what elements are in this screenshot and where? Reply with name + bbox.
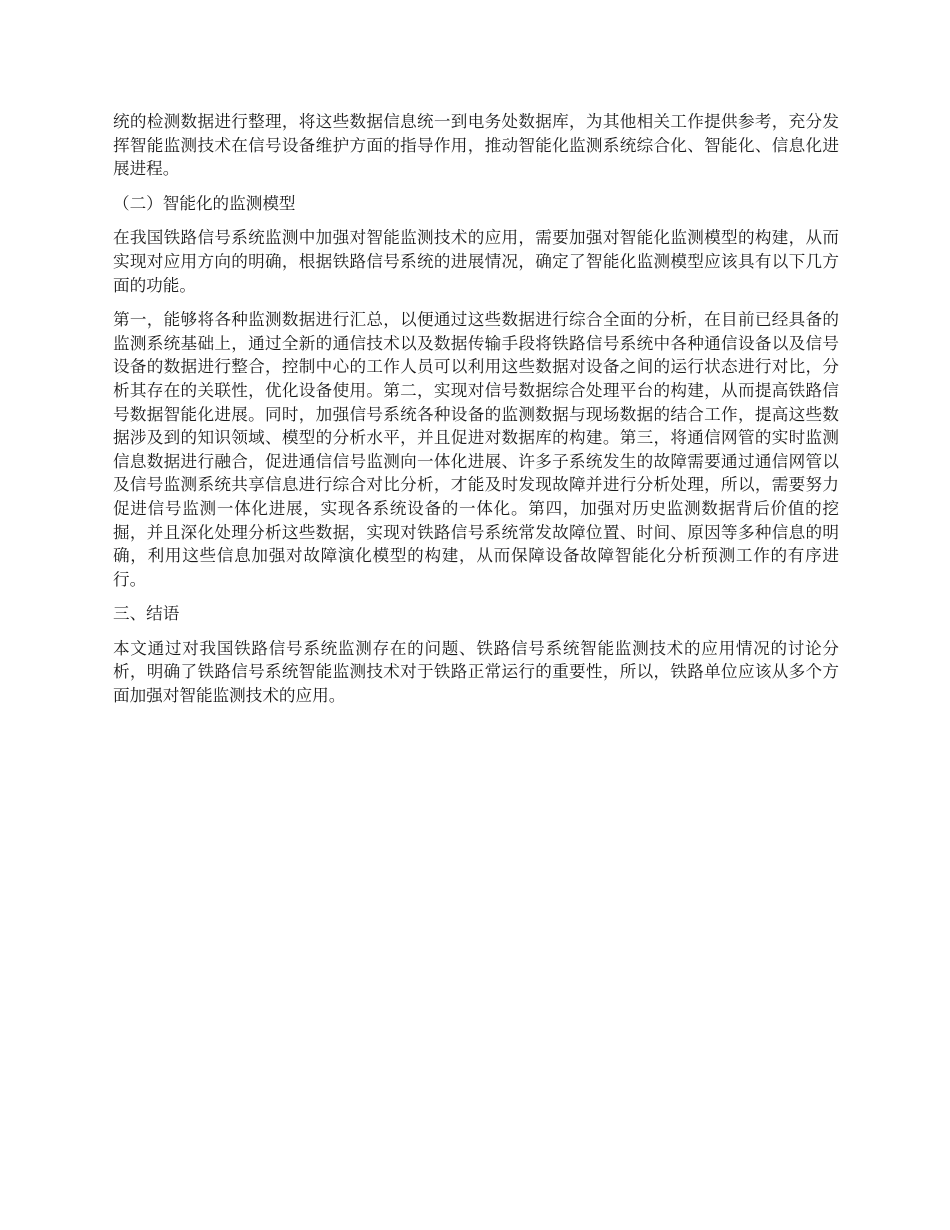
paragraph-model-intro: 在我国铁路信号系统监测中加强对智能监测技术的应用，需要加强对智能化监测模型的构建，从而实现对应用方向的明确，根据铁路信号系统的进展情况，确定了智能化监测模型应该具有以下几方面的功能。 [113,228,839,295]
document-page [113,110,839,719]
section-heading-monitoring-model: （二）智能化的监测模型 [113,193,296,213]
paragraph-continuation: 统的检测数据进行整理，将这些数据信息统一到电务处数据库，为其他相关工作提供参考，充分发挥智能监测技术在信号设备维护方面的指导作用，推动智能化监测系统综合化、智能化、信息化进展进程。 [113,112,839,179]
paragraph-conclusion: 本文通过对我国铁路信号系统监测存在的问题、铁路信号系统智能监测技术的应用情况的讨论分析，明确了铁路信号系统智能监测技术对于铁路正常运行的重要性，所以，铁路单位应该从多个方面加强对智能监测技术的应用。 [113,638,839,706]
paragraph-model-functions: 第一，能够将各种监测数据进行汇总，以便通过这些数据进行综合全面的分析，在目前已经具备的监测系统基础上，通过全新的通信技术以及数据传输手段将铁路信号系统中各种通信设备以及信号设备的数据进行整合，控制中心的工作人员可以利用这些数据对设备之间的运行状态进行对比，分析其存在的关联性，优化设备使用。第二，实现对信号数据综合处理平台的构建，从而提高铁路信号数据智能化进展。同时，加强信号系统各种设备的监测数据与现场数据的结合工作，提高这些数据涉及到的知识领域、模型的分析水平，并且促进对数据库的构建。第三，将通信网管的实时监测信息数据进行融合，促进通信信号监测向一体化进展、许多子系统发生的故障需要通过通信网管以及信号监测系统共享信息进行综合对比分析，才能及时发现故障并进行分析处理，所以，需要努力促进信号监测一体化进展，实现各系统设备的一体化。第四，加强对历史监测数据背后价值的挖掘，并且深化处理分析这些数据，实现对铁路信号系统常发故障位置、时间、原因等多种信息的明确，利用这些信息加强对故障演化模型的构建，从而保障设备故障智能化分析预测工作的有序进行。 [113,310,839,589]
section-heading-conclusion: 三、结语 [113,604,180,624]
